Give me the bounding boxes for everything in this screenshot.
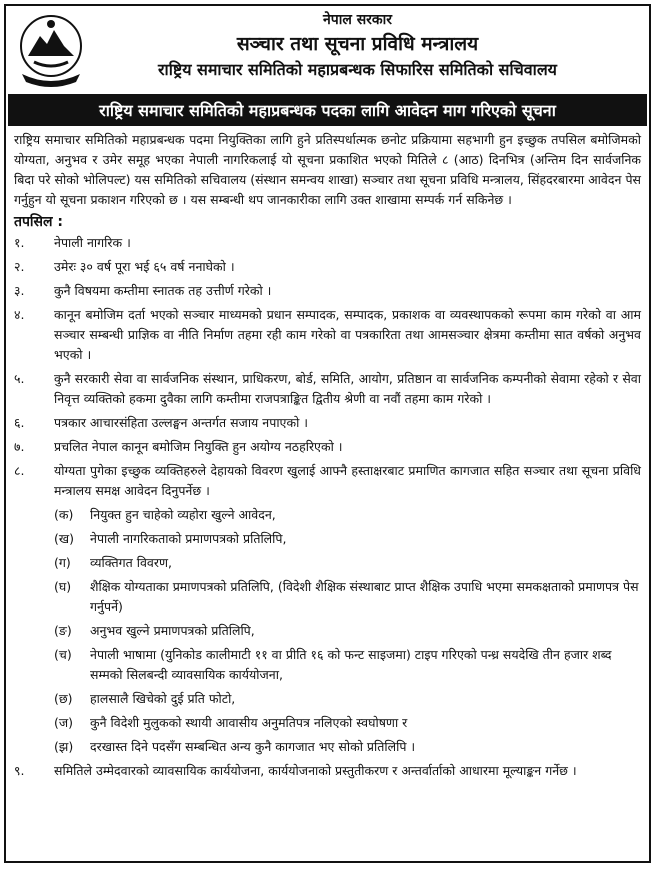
list-item [6,369,649,409]
list-item-text: योग्यता पुगेका इच्छुक व्यक्तिहरुले देहायको विवरण खुलाई आफ्नै हस्ताक्षरबाट प्रमाणित कागजात सहित सञ्चार तथा सूचना प्रविधि मन्त्रालय समक्ष आवेदन दिनुपर्नेछ । [54,463,641,498]
sublist-item [6,553,649,573]
intro-paragraph: राष्ट्रिय समाचार समितिको महाप्रबन्धक पदमा नियुक्तिका लागि हुने प्रतिस्पर्धात्मक छनोट प्रक्रियामा सहभागी हुन इच्छुक तपसिल बमोजिमको योग्यता, अनुभव र उमेर समूह भएका नेपाली नागरिकलाई यो सूचना प्रकाशित भएको मितिले ८ (आठ) दिनभित्र (अन्तिम दिन सार्वजनिक बिदा परे सोको भोलिपल्ट) यस समितिको सचिवालय (संस्थान समन्वय शाखा) सञ्चार तथा सूचना प्रविधि मन्त्रालय, सिंहदरबारमा आवेदन पेस गर्नुहुन यो सूचना प्रकाशन गरिएको छ । यस सम्बन्धी थप जानकारीका लागि उक्त शाखामा सम्पर्क गर्न सकिनेछ । [14,132,641,207]
notice-title-banner: राष्ट्रिय समाचार समितिको महाप्रबन्धक पदका लागि आवेदन माग गरिएको सूचना [8,94,647,126]
list-item-text: समितिले उम्मेदवारको व्यावसायिक कार्ययोजना, कार्ययोजनाको प्रस्तुतीकरण र अन्तर्वार्ताको आधारमा मूल्याङ्कन गर्नेछ । [54,763,577,778]
list-item [6,281,649,301]
list-item-number: (च) [54,647,72,662]
sublist-item [6,689,649,709]
list-item-number: ९. [14,763,25,778]
tapasil-heading: तपसिल : [14,214,63,230]
notice-page [4,4,651,863]
header-government: नेपाल सरकार [322,12,392,28]
list-item-text: अनुभव खुल्ने प्रमाणपत्रको प्रतिलिपि, [90,623,255,638]
list-item-number: १. [14,235,25,250]
list-item [6,233,649,253]
list-item-number: ७. [14,439,25,454]
header-secretariat: राष्ट्रिय समाचार समितिको महाप्रबन्धक सिफारिस समितिको सचिवालय [158,60,557,79]
list-item-text: उमेरः ३० वर्ष पूरा भई ६५ वर्ष ननाघेको । [54,259,235,274]
list-item-number: (घ) [54,579,72,594]
sublist-item [6,737,649,757]
list-item-text: हालसालै खिचेको दुई प्रति फोटो, [90,691,236,706]
list-item-text: शैक्षिक योग्यताका प्रमाणपत्रको प्रतिलिपि, (विदेशी शैक्षिक संस्थाबाट प्राप्त शैक्षिक उपाधि भएमा समकक्षताको प्रमाणपत्र पेस गर्नुपर्ने) [90,579,639,614]
list-item-number: ५. [14,371,25,386]
header-ministry: सञ्चार तथा सूचना प्रविधि मन्त्रालय [236,33,479,55]
list-item-number: ८. [14,463,25,478]
sublist-item [6,621,649,641]
sublist-item [6,713,649,733]
list-item-text: दरखास्त दिने पदसँग सम्बन्धित अन्य कुनै कागजात भए सोको प्रतिलिपि । [90,739,416,754]
list-item-number: (ङ) [54,623,72,638]
documents-sublist [6,505,649,757]
list-item-text: प्रचलित नेपाल कानून बमोजिम नियुक्ति हुन अयोग्य नठहरिएको । [54,439,343,454]
list-item-text: नेपाली नागरिकताको प्रमाणपत्रको प्रतिलिपि, [90,531,287,546]
list-item-number: (ज) [54,715,74,730]
list-item [6,257,649,277]
list-item [6,305,649,365]
sublist-item [6,645,649,685]
list-item-text: कुनै विदेशी मुलुकको स्थायी आवासीय अनुमतिपत्र नलिएको स्वघोषणा र [90,715,408,730]
list-item [6,437,649,457]
list-item [6,761,649,781]
list-item-number: (क) [54,507,74,522]
list-item-text: पत्रकार आचारसंहिता उल्लङ्घन अन्तर्गत सजाय नपाएको । [54,415,309,430]
list-item [6,461,649,501]
sublist-item [6,577,649,617]
list-item-text: कानून बमोजिम दर्ता भएको सञ्चार माध्यमको प्रधान सम्पादक, सम्पादक, प्रकाशक वा व्यवस्थापकको रूपमा काम गरेको वा आम सञ्चार सम्बन्धी प्राज्ञिक वा नीति निर्माण तहमा रही काम गरेको वा पत्रकारिता तथा आमसञ्चार क्षेत्रमा कम्तीमा सात वर्षको अनुभव भएको । [54,307,641,362]
list-item-number: २. [14,259,25,274]
sublist-item [6,529,649,549]
list-item-number: (झ) [54,739,74,754]
list-item-text: कुनै विषयमा कम्तीमा स्नातक तह उत्तीर्ण गरेको । [54,283,272,298]
list-item-text: नियुक्त हुन चाहेको व्यहोरा खुल्ने आवेदन, [90,507,276,522]
list-item-number: ३. [14,283,25,298]
list-item-text: नेपाली भाषामा (युनिकोड कालीमाटी ११ वा प्रीति १६ को फन्ट साइजमा) टाइप गरिएको पन्ध्र सयदेखि तीन हजार शब्द सम्मको सिलबन्दी व्यावसायिक कार्ययोजना, [90,647,612,682]
list-item-number: (ग) [54,555,71,570]
sublist-item [6,505,649,525]
list-item-text: कुनै सरकारी सेवा वा सार्वजनिक संस्थान, प्राधिकरण, बोर्ड, समिति, आयोग, प्रतिष्ठान वा सार्वजनिक कम्पनीको सेवामा रहेको र सेवा निवृत्त व्यक्तिको हकमा दुवैका लागि कम्तीमा राजपत्राङ्कित द्वितीय श्रेणी वा नवौं तहमा काम गरेको । [54,371,641,406]
list-item-number: ४. [14,307,25,322]
list-item-number: ६. [14,415,25,430]
list-item-text: नेपाली नागरिक । [54,235,131,250]
header [6,6,649,94]
list-item-text: व्यक्तिगत विवरण, [90,555,172,570]
list-item [6,413,649,433]
list-item-number: (ख) [54,531,74,546]
list-item-number: (छ) [54,691,73,706]
requirements-list [6,233,649,501]
